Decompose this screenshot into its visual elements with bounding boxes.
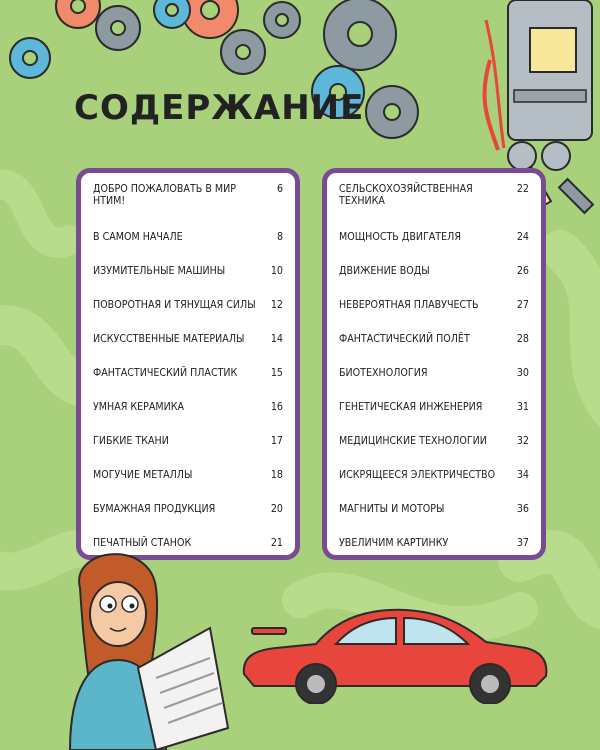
toc-card-right xyxy=(322,168,546,560)
toc-entry-page: 8 xyxy=(276,231,283,243)
toc-entry-page: 31 xyxy=(516,401,529,413)
toc-entry-title: НЕВЕРОЯТНАЯ ПЛАВУЧЕСТЬ xyxy=(339,299,479,311)
gear-icon xyxy=(221,30,265,74)
gear-icon xyxy=(56,0,100,28)
girl-with-newspaper-illustration xyxy=(60,548,240,750)
gear-icon xyxy=(366,86,418,138)
gear-icon xyxy=(324,0,396,70)
toc-entry-title: МАГНИТЫ И МОТОРЫ xyxy=(339,503,445,515)
toc-entry-title: ПЕЧАТНЫЙ СТАНОК xyxy=(93,537,192,549)
toc-entry-page: 34 xyxy=(516,469,529,481)
gear-icon xyxy=(10,38,50,78)
toc-entry-title: БУМАЖНАЯ ПРОДУКЦИЯ xyxy=(93,503,216,515)
toc-entry xyxy=(339,333,529,345)
toc-entry-title: ИСКРЯЩЕЕСЯ ЭЛЕКТРИЧЕСТВО xyxy=(339,469,496,481)
toc-entry xyxy=(93,435,283,447)
toc-entry-page: 21 xyxy=(270,537,283,549)
toc-card-left xyxy=(76,168,300,560)
toc-entry-page: 22 xyxy=(516,183,529,195)
toc-entry-title: МЕДИЦИНСКИЕ ТЕХНОЛОГИИ xyxy=(339,435,487,447)
toc-entry-title: УМНАЯ КЕРАМИКА xyxy=(93,401,185,413)
toc-entry xyxy=(93,333,283,345)
toc-entry-title: ФАНТАСТИЧЕСКИЙ ПОЛЁТ xyxy=(339,333,470,345)
toc-entry xyxy=(93,367,283,379)
toc-entry-title: ФАНТАСТИЧЕСКИЙ ПЛАСТИК xyxy=(93,367,238,379)
toc-entry-title: ИСКУССТВЕННЫЕ МАТЕРИАЛЫ xyxy=(93,333,245,345)
toc-entry-title: ДВИЖЕНИЕ ВОДЫ xyxy=(339,265,430,277)
toc-entry-page: 15 xyxy=(270,367,283,379)
toc-entry-title: ИЗУМИТЕЛЬНЫЕ МАШИНЫ xyxy=(93,265,226,277)
toc-entry-page: 26 xyxy=(516,265,529,277)
toc-entry xyxy=(93,469,283,481)
toc-entry xyxy=(93,401,283,413)
toc-entry-page: 27 xyxy=(516,299,529,311)
toc-entry xyxy=(339,401,529,413)
toc-entry-title: ГЕНЕТИЧЕСКАЯ ИНЖЕНЕРИЯ xyxy=(339,401,483,413)
toc-entry-page: 30 xyxy=(516,367,529,379)
gear-icon xyxy=(96,6,140,50)
toc-entry-title: СЕЛЬСКОХОЗЯЙСТВЕННАЯ ТЕХНИКА xyxy=(339,183,473,207)
toc-entry xyxy=(93,265,283,277)
toc-entry xyxy=(93,503,283,515)
toc-entry-page: 12 xyxy=(270,299,283,311)
toc-entry xyxy=(339,435,529,447)
toc-entry-title: ПОВОРОТНАЯ И ТЯНУЩАЯ СИЛЫ xyxy=(93,299,256,311)
toc-entry-title: В САМОМ НАЧАЛЕ xyxy=(93,231,183,243)
toc-entry xyxy=(339,183,529,207)
page-title: СОДЕРЖАНИЕ xyxy=(74,88,365,128)
toc-entry-title: БИОТЕХНОЛОГИЯ xyxy=(339,367,428,379)
toc-entry xyxy=(93,299,283,311)
toc-entry xyxy=(339,503,529,515)
toc-entry-page: 20 xyxy=(270,503,283,515)
toc-entry xyxy=(339,367,529,379)
toc-entry-title: МОГУЧИЕ МЕТАЛЛЫ xyxy=(93,469,193,481)
toc-entry-page: 37 xyxy=(516,537,529,549)
toc-entry-page: 32 xyxy=(516,435,529,447)
toc-entry xyxy=(339,469,529,481)
toc-entry xyxy=(339,537,529,549)
gear-icon xyxy=(154,0,190,28)
toc-entry-page: 17 xyxy=(270,435,283,447)
toc-entry-page: 24 xyxy=(516,231,529,243)
toc-entry xyxy=(339,299,529,311)
toc-entry xyxy=(93,183,283,207)
toc-entry xyxy=(339,231,529,243)
toc-entry-page: 6 xyxy=(276,183,283,195)
toc-entry-page: 36 xyxy=(516,503,529,515)
toc-entry-page: 14 xyxy=(270,333,283,345)
toc-entry-title: УВЕЛИЧИМ КАРТИНКУ xyxy=(339,537,449,549)
toc-entry-page: 28 xyxy=(516,333,529,345)
toc-entry-title: ГИБКИЕ ТКАНИ xyxy=(93,435,169,447)
toc-entry-page: 16 xyxy=(270,401,283,413)
toc-entry-page: 18 xyxy=(270,469,283,481)
toc-entry-title: ДОБРО ПОЖАЛОВАТЬ В МИР НТИМ! xyxy=(93,183,236,207)
toc-entry-page: 10 xyxy=(270,265,283,277)
red-car-illustration xyxy=(236,604,552,704)
toc-entry xyxy=(339,265,529,277)
toc-entry xyxy=(93,231,283,243)
toc-entry-title: МОЩНОСТЬ ДВИГАТЕЛЯ xyxy=(339,231,461,243)
gear-icon xyxy=(264,2,300,38)
